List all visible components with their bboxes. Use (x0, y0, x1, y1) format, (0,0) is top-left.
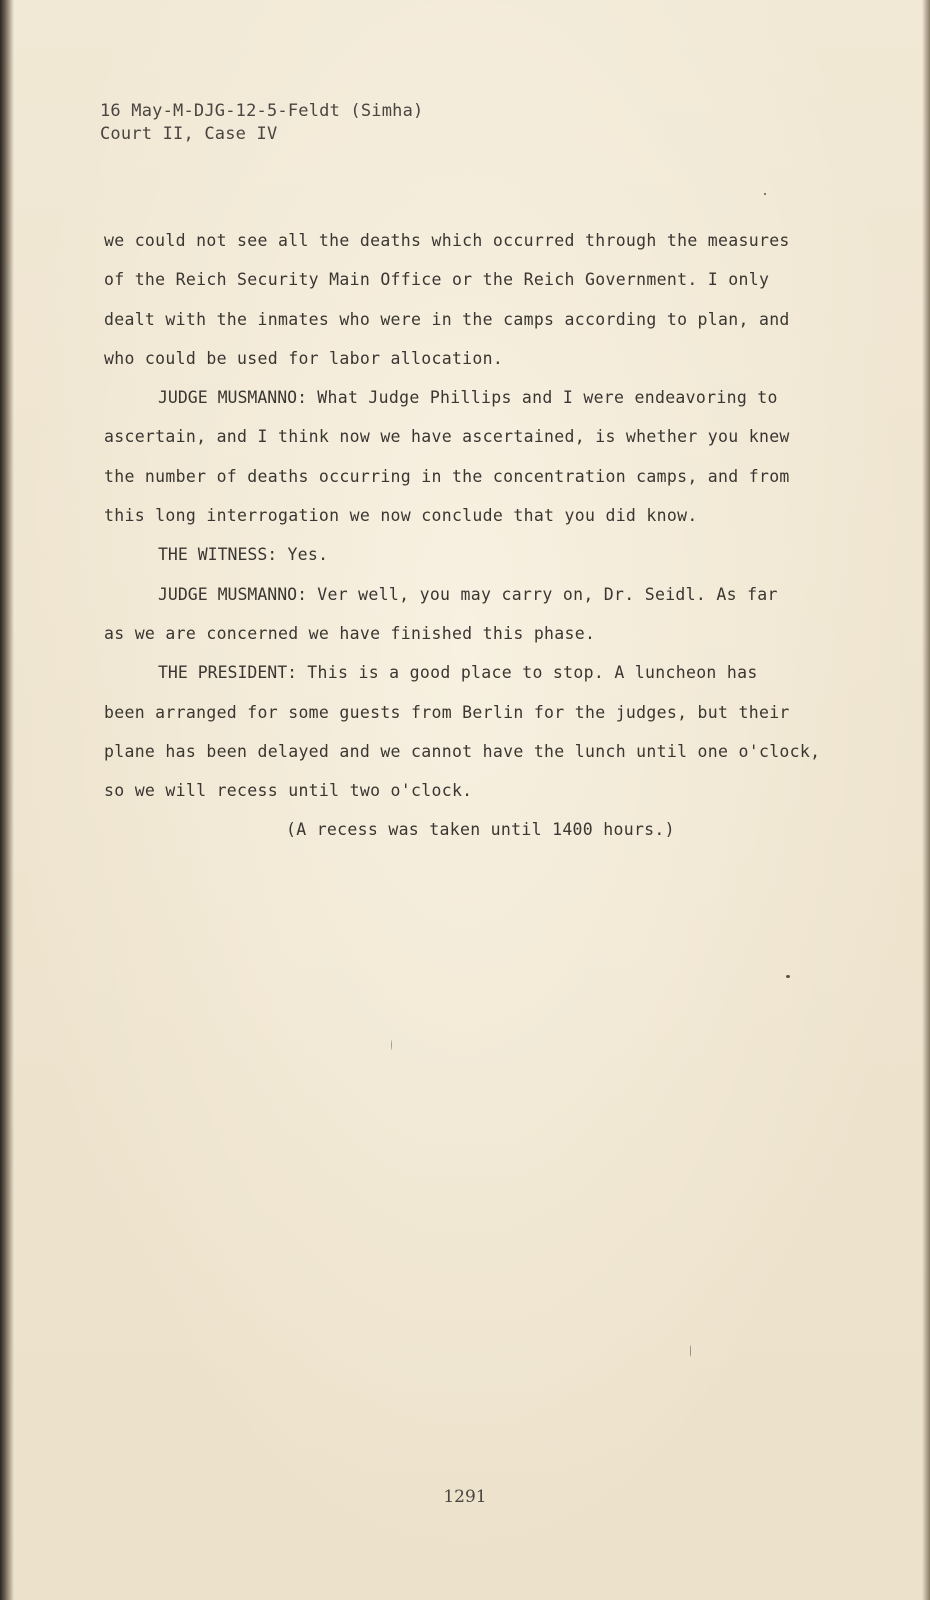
transcript-line: the number of deaths occurring in the concentration camps, and from (104, 466, 790, 486)
speaker-label: JUDGE MUSMANNO: (158, 388, 308, 408)
speech-text: This is a good place to stop. A luncheon has (297, 663, 758, 683)
speaker-label: THE WITNESS: (158, 545, 278, 565)
paper-speck (391, 1040, 392, 1050)
transcript-line: so we will recess until two o'clock. (104, 781, 473, 801)
transcript-line: this long interrogation we now conclude that you did know. (104, 506, 698, 526)
page-right-edge (922, 0, 930, 1600)
speaker-line-witness (104, 535, 824, 574)
recess-note: (A recess was taken until 1400 hours.) (286, 820, 675, 840)
transcript-line: we could not see all the deaths which occurred through the measures (104, 231, 790, 250)
page-left-edge (0, 0, 14, 1600)
speaker-label: THE PRESIDENT: (158, 663, 298, 683)
speaker-label: JUDGE MUSMANNO: (158, 584, 308, 604)
header-court-line: Court II, Case IV (100, 124, 278, 144)
transcript-line: ascertain, and I think now we have ascertained, is whether you knew (104, 427, 790, 447)
transcript-line: been arranged for some guests from Berlin for the judges, but their (104, 702, 790, 722)
paper-speck (690, 1345, 691, 1357)
paper-speck (764, 193, 766, 195)
page-number: 1291 (443, 1487, 487, 1507)
paper-speck (786, 975, 790, 978)
transcript-line: dealt with the inmates who were in the camps according to plan, and (104, 309, 790, 329)
speech-text: Yes. (277, 545, 329, 565)
transcript-line: of the Reich Security Main Office or the Reich Government. I only (104, 270, 770, 290)
transcript-line: plane has been delayed and we cannot have the lunch until one o'clock, (104, 741, 821, 761)
document-header (100, 100, 423, 146)
speaker-line-president (104, 653, 824, 692)
speaker-line-judge-musmanno (104, 575, 824, 614)
speaker-line-judge-musmanno (104, 378, 824, 417)
transcript-line: who could be used for labor allocation. (104, 348, 504, 368)
transcript-line: as we are concerned we have finished this phase. (104, 623, 596, 643)
transcript-body (104, 221, 824, 850)
header-reference-line: 16 May-M-DJG-12-5-Feldt (Simha) (100, 101, 424, 121)
speech-text: What Judge Phillips and I were endeavoring to (307, 388, 778, 408)
speech-text: Ver well, you may carry on, Dr. Seidl. As far (307, 584, 778, 604)
